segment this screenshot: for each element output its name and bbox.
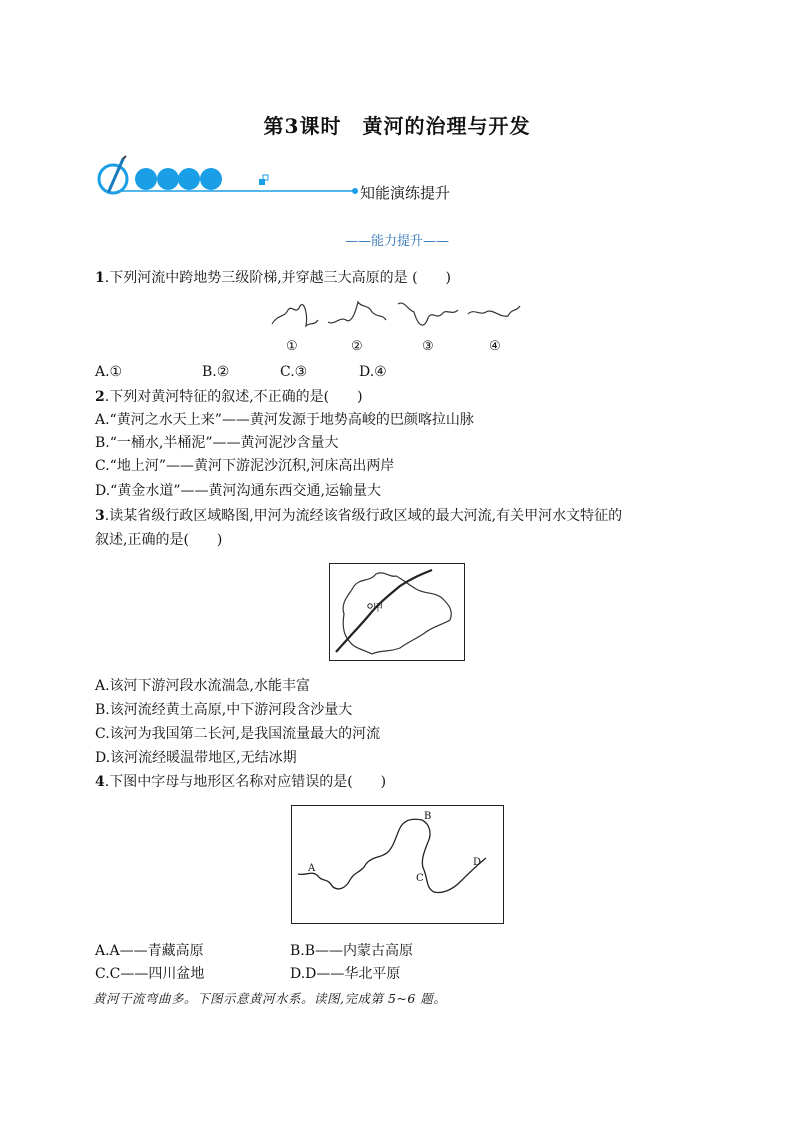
q4-option-a[interactable]: A.A——青藏高原 (95, 943, 204, 959)
q2-stem-text: .下列对黄河特征的叙述,不正确的是( ) (104, 389, 363, 405)
river-outlines (268, 296, 528, 336)
map-letter-d: D (473, 857, 482, 868)
q4-yellow-river-map (291, 805, 504, 924)
river-marker-3: ③ (422, 339, 434, 354)
q4-stem-text: .下图中字母与地形区名称对应错误的是( ) (104, 774, 387, 790)
section-subheading: ——能力提升—— (344, 234, 449, 249)
q2-number: 2 (95, 389, 105, 405)
map-letter-b: B (424, 811, 432, 822)
q3-option-b[interactable]: B.该河流经黄土高原,中下游河段含沙量大 (95, 702, 353, 718)
map-label-jia: 甲 (373, 603, 383, 614)
q3-stem-line2: 叙述,正确的是( ) (95, 532, 223, 548)
q1-stem (95, 268, 451, 288)
q3-stem (95, 506, 622, 526)
q1-option-a[interactable]: A.① (95, 364, 123, 380)
yellow-river-outline (292, 806, 503, 923)
province-outline (330, 564, 464, 660)
section-note: 黄河干流弯曲多。下图示意黄河水系。读图,完成第 5~6 题。 (93, 991, 447, 1006)
river-marker-2: ② (351, 339, 363, 354)
q4-option-b[interactable]: B.B——内蒙古高原 (290, 943, 414, 959)
map-letter-a: A (308, 863, 316, 874)
q1-stem-text: .下列河流中跨地势三级阶梯,并穿越三大高原的是 ( ) (104, 270, 452, 286)
q4-number: 4 (95, 774, 105, 790)
q4-stem (95, 772, 386, 792)
q4-option-c[interactable]: C.C——四川盆地 (95, 966, 205, 982)
q2-option-b[interactable]: B.“一桶水,半桶泥”——黄河泥沙含量大 (95, 435, 339, 451)
q3-number: 3 (95, 508, 105, 524)
q3-option-c[interactable]: C.该河为我国第二长河,是我国流量最大的河流 (95, 726, 381, 742)
q2-option-a[interactable]: A.“黄河之水天上来”——黄河发源于地势高峻的巴颜喀拉山脉 (95, 412, 474, 428)
river-marker-4: ④ (489, 339, 501, 354)
q2-stem (95, 387, 363, 407)
q2-option-d[interactable]: D.“黄金水道”——黄河沟通东西交通,运输量大 (95, 483, 381, 499)
page-title: 第3课时 黄河的治理与开发 (263, 114, 531, 138)
q1-river-figure (268, 296, 528, 356)
banner-label: 知能演练提升 (360, 184, 451, 202)
q1-option-c[interactable]: C.③ (280, 364, 308, 380)
q3-option-a[interactable]: A.该河下游河段水流湍急,水能丰富 (95, 678, 311, 694)
q2-option-c[interactable]: C.“地上河”——黄河下游泥沙沉积,河床高出两岸 (95, 458, 395, 474)
section-banner (93, 155, 513, 205)
q3-province-map (329, 563, 465, 661)
q1-option-b[interactable]: B.② (202, 364, 230, 380)
river-marker-1: ① (286, 339, 298, 354)
map-letter-c: C (416, 873, 424, 884)
q1-option-d[interactable]: D.④ (359, 364, 387, 380)
q1-number: 1 (95, 270, 105, 286)
q4-option-d[interactable]: D.D——华北平原 (290, 966, 401, 982)
q3-stem-text-1: .读某省级行政区域略图,甲河为流经该省级行政区域的最大河流,有关甲河水文特征的 (104, 508, 623, 524)
q3-option-d[interactable]: D.该河流经暖温带地区,无结冰期 (95, 750, 297, 766)
